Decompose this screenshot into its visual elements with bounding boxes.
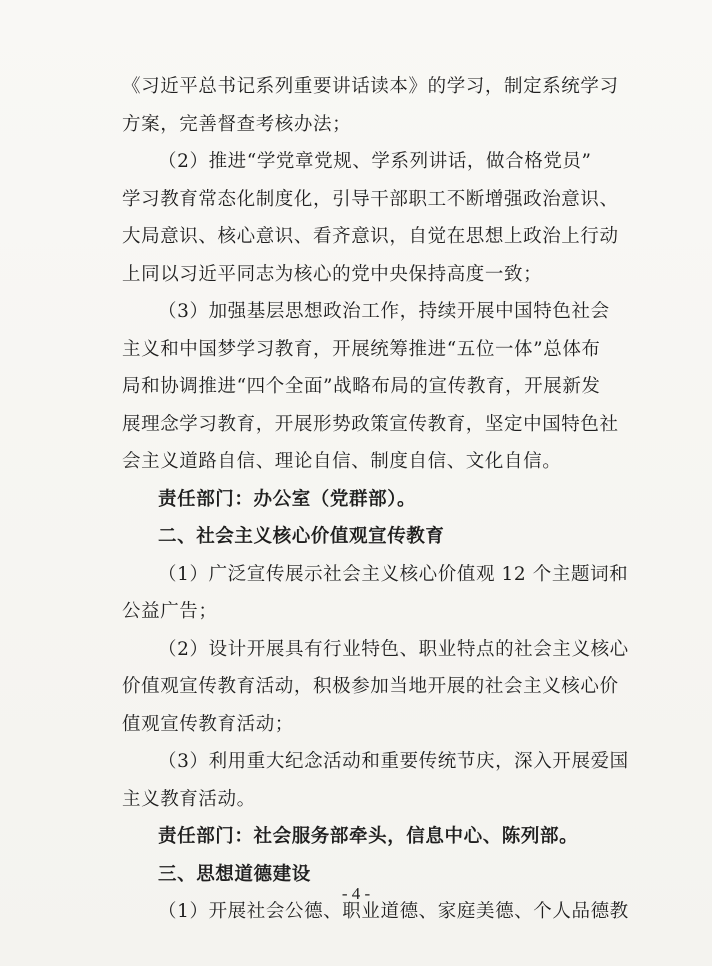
text-line: 三、思想道德建设 (158, 863, 311, 885)
text-line: 学习教育常态化制度化，引导干部职工不断增强政治意识、 (122, 188, 619, 210)
text-line: 主义教育活动。 (122, 788, 256, 810)
text-line: 方案，完善督查考核办法； (122, 113, 352, 135)
paragraph (122, 143, 619, 293)
paragraph (122, 68, 619, 143)
text-line: 责任部门：社会服务部牵头，信息中心、陈列部。 (158, 826, 579, 847)
text-line: 值观宣传教育活动； (122, 713, 294, 735)
text-line: （2）推进“学党章党规、学系列讲话，做合格党员” (158, 151, 592, 172)
body-text (122, 68, 629, 931)
paragraph (122, 556, 629, 631)
paragraph (122, 293, 619, 481)
paragraph (122, 743, 629, 818)
text-line: 主义和中国梦学习教育，开展统筹推进“五位一体”总体布 (122, 338, 601, 360)
text-line: 公益广告； (122, 601, 218, 622)
text-line: 大局意识、核心意识、看齐意识，自觉在思想上政治上行动 (122, 226, 619, 247)
text-line: 局和协调推进“四个全面”战略布局的宣传教育，开展新发 (122, 376, 601, 397)
page-number: - 4 - (341, 884, 371, 903)
text-line: 展理念学习教育，开展形势政策宣传教育，坚定中国特色社 (122, 413, 619, 435)
text-line: 责任部门：办公室（党群部）。 (158, 488, 417, 510)
paragraph (122, 481, 612, 519)
text-line: （2）设计开展具有行业特色、职业特点的社会主义核心 (158, 638, 629, 660)
text-line: （1）广泛宣传展示社会主义核心价值观 12 个主题词和 (158, 563, 629, 585)
text-line: （3）加强基层思想政治工作，持续开展中国特色社会 (158, 301, 610, 322)
text-line: 《习近平总书记系列重要讲话读本》的学习，制定系统学习 (122, 76, 619, 97)
text-line: 上同以习近平同志为核心的党中央保持高度一致； (122, 263, 543, 285)
text-line: （3）利用重大纪念活动和重要传统节庆，深入开展爱国 (158, 751, 629, 772)
paragraph (122, 518, 612, 556)
text-line: 二、社会主义核心价值观宣传教育 (158, 526, 445, 547)
paragraph (122, 631, 629, 744)
text-line: 会主义道路自信、理论自信、制度自信、文化自信。 (122, 451, 562, 472)
text-line: 价值观宣传教育活动，积极参加当地开展的社会主义核心价 (122, 676, 619, 697)
paragraph (122, 818, 612, 856)
text-line: （1）开展社会公德、职业道德、家庭美德、个人品德教 (158, 901, 629, 922)
